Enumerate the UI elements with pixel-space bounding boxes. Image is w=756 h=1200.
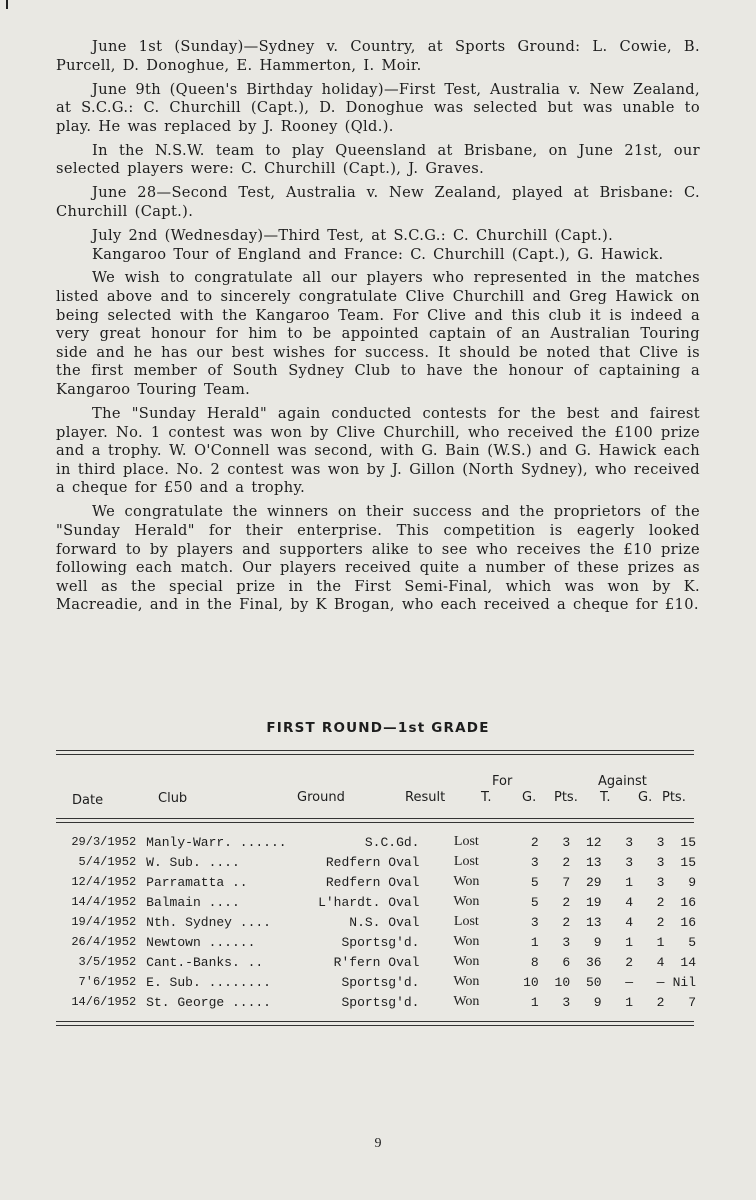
row-for-pts: 9 (593, 934, 602, 950)
row-ground: L'hardt. Oval (318, 894, 420, 910)
row-against-t: 4 (625, 914, 633, 930)
row-club: Manly-Warr. ...... (146, 834, 287, 850)
row-club: St. George ..... (146, 994, 271, 1010)
row-against-t: — (625, 974, 633, 990)
row-result: Won (453, 874, 480, 889)
header-for-pts: Pts. (554, 790, 578, 805)
row-against-g: 3 (656, 874, 665, 890)
row-ground: Sportsg'd. (341, 994, 420, 1010)
table-row (56, 872, 696, 892)
row-for-g: 2 (562, 894, 571, 910)
row-against-t: 2 (625, 954, 633, 970)
row-ground: S.C.Gd. (364, 834, 420, 850)
row-for-pts: 9 (593, 994, 602, 1010)
row-against-pts: 14 (680, 954, 696, 970)
row-result: Lost (453, 914, 479, 929)
row-for-t: 10 (523, 974, 539, 990)
row-date: 26/4/1952 (71, 935, 137, 949)
row-for-g: 6 (562, 954, 571, 970)
row-for-t: 8 (530, 954, 539, 970)
row-date: 3/5/1952 (78, 955, 137, 969)
row-club: Parramatta .. (146, 874, 248, 890)
row-result: Won (453, 934, 480, 949)
page-number: 9 (374, 1136, 382, 1151)
row-date: 29/3/1952 (71, 835, 137, 849)
table-row (56, 852, 696, 872)
row-against-pts: 16 (680, 894, 696, 910)
row-against-pts: 16 (680, 914, 696, 930)
row-against-g: — (656, 974, 665, 990)
body-text (56, 38, 700, 620)
row-date: 14/6/1952 (71, 995, 137, 1009)
row-for-g: 3 (562, 934, 571, 950)
divider (56, 750, 694, 751)
row-club: Newtown ...... (146, 934, 256, 950)
row-for-pts: 13 (585, 914, 602, 930)
row-club: Nth. Sydney .... (146, 914, 271, 930)
paragraph: We congratulate the winners on their success and the proprietors of the "Sunday Herald" for their enterprise. This competition is eagerly looked forward to by players and supporters alike to see who receives the £10 prize following each match. Our players received quite a number of these prizes as well as the special prize in the First Semi-Final, which was won by K. Macreadie, and in the Final, by K Brogan, who each received a cheque for £10. (56, 503, 700, 614)
paragraph: We wish to congratulate all our players who represented in the matches listed above and to sincerely congratulate Clive Churchill and Greg Hawick on being selected with the Kangaroo Team. For Clive and this club it is indeed a very great honour for him to be appointed captain of an Australian Touring side and he has our best wishes for success. It should be noted that Clive is the first member of South Sydney Club to have the honour of captaining a Kangaroo Touring Team. (56, 269, 700, 399)
row-for-pts: 13 (585, 854, 602, 870)
row-result: Lost (453, 834, 479, 849)
header-result: Result (405, 790, 446, 805)
table-title: FIRST ROUND—1st GRADE (266, 720, 490, 736)
row-ground: Sportsg'd. (341, 934, 420, 950)
divider (56, 822, 694, 823)
row-against-t: 3 (625, 834, 633, 850)
row-club: E. Sub. ........ (146, 974, 271, 990)
row-against-pts: 7 (688, 994, 696, 1010)
row-date: 14/4/1952 (71, 895, 137, 909)
row-club: W. Sub. .... (146, 854, 240, 870)
row-against-pts: 15 (680, 834, 696, 850)
paragraph: July 2nd (Wednesday)—Third Test, at S.C.G.: C. Churchill (Capt.). (92, 226, 614, 244)
divider (56, 818, 694, 819)
row-date: 19/4/1952 (71, 915, 137, 929)
header-against-g: G. (638, 790, 653, 805)
row-against-pts: 9 (688, 874, 696, 890)
row-for-t: 5 (530, 894, 539, 910)
row-result: Won (453, 974, 480, 989)
paragraph: The "Sunday Herald" again conducted contests for the best and fairest player. No. 1 contest was won by Clive Churchill, who received the £100 prize and a trophy. W. O'Connell was second, with G. Bain (W.S.) and G. Hawick each in third place. No. 2 contest was won by J. Gillon (North Sydney), who received a cheque for £50 and a trophy. (56, 405, 700, 497)
row-result: Won (453, 894, 480, 909)
row-against-g: 2 (656, 994, 665, 1010)
paragraph: Kangaroo Tour of England and France: C. Churchill (Capt.), G. Hawick. (92, 245, 664, 263)
paragraph: June 9th (Queen's Birthday holiday)—First Test, Australia v. New Zealand, at S.C.G.: C. Churchill (Capt.), D. Donoghue was selected but was unable to play. He was replaced by J. Rooney (Qld.). (56, 80, 700, 135)
paragraph: In the N.S.W. team to play Queensland at Brisbane, on June 21st, our selected players were: C. Churchill (Capt.), J. Graves. (56, 141, 700, 178)
row-ground: N.S. Oval (349, 914, 420, 930)
header-against-pts: Pts. (662, 790, 686, 805)
row-for-g: 2 (562, 914, 571, 930)
header-date: Date (72, 793, 104, 808)
header-group-for: For (492, 774, 513, 789)
row-date: 7'6/1952 (78, 975, 137, 989)
row-for-t: 1 (530, 994, 539, 1010)
row-for-g: 2 (562, 854, 571, 870)
header-against-t: T. (600, 790, 611, 805)
row-against-g: 2 (656, 894, 665, 910)
row-ground: Redfern Oval (325, 874, 420, 890)
header-for-t: T. (481, 790, 492, 805)
row-ground: Redfern Oval (325, 854, 420, 870)
row-club: Balmain .... (146, 894, 240, 910)
row-against-g: 3 (656, 834, 665, 850)
row-date: 12/4/1952 (71, 875, 137, 889)
header-for-g: G. (522, 790, 537, 805)
row-for-t: 5 (530, 874, 539, 890)
header-group-against: Against (598, 774, 647, 789)
table-row (56, 832, 696, 852)
row-against-t: 3 (625, 854, 633, 870)
row-against-g: 1 (656, 934, 665, 950)
paragraph: June 1st (Sunday)—Sydney v. Country, at Sports Ground: L. Cowie, B. Purcell, D. Donoghue, E. Hammerton, I. Moir. (56, 38, 700, 74)
row-against-pts: 15 (680, 854, 696, 870)
row-against-t: 1 (625, 874, 633, 890)
row-ground: R'fern Oval (333, 954, 420, 970)
table-row (56, 952, 696, 972)
row-for-pts: 12 (585, 834, 602, 850)
divider (56, 1021, 694, 1022)
row-against-t: 4 (625, 894, 633, 910)
row-against-pts: 5 (688, 934, 696, 950)
row-result: Won (453, 994, 480, 1009)
row-for-pts: 19 (585, 894, 602, 910)
row-against-t: 1 (625, 934, 633, 950)
row-against-g: 3 (656, 854, 665, 870)
row-for-t: 2 (530, 834, 539, 850)
row-for-g: 10 (554, 974, 571, 990)
row-for-t: 1 (530, 934, 539, 950)
row-for-t: 3 (530, 854, 539, 870)
table-row (56, 972, 696, 992)
row-for-pts: 29 (585, 874, 602, 890)
row-for-pts: 50 (585, 974, 602, 990)
row-for-g: 3 (562, 834, 571, 850)
row-ground: Sportsg'd. (341, 974, 420, 990)
row-against-g: 4 (656, 954, 665, 970)
row-against-pts: Nil (672, 974, 696, 990)
row-for-g: 7 (562, 874, 571, 890)
row-result: Won (453, 954, 480, 969)
table-row (56, 912, 696, 932)
row-result: Lost (453, 854, 479, 869)
row-for-pts: 36 (585, 954, 602, 970)
row-against-g: 2 (656, 914, 665, 930)
results-table (56, 832, 696, 1012)
divider (56, 754, 694, 755)
header-club: Club (158, 791, 188, 806)
row-for-t: 3 (530, 914, 539, 930)
row-club: Cant.-Banks. .. (146, 954, 264, 970)
table-row (56, 992, 696, 1012)
row-date: 5/4/1952 (78, 855, 137, 869)
divider (56, 1025, 694, 1026)
row-against-t: 1 (625, 994, 633, 1010)
header-ground: Ground (297, 790, 345, 805)
table-row (56, 892, 696, 912)
row-for-g: 3 (562, 994, 571, 1010)
paragraph: June 28—Second Test, Australia v. New Zealand, played at Brisbane: C. Churchill (Capt.). (56, 184, 700, 220)
scan-mark (6, 0, 8, 9)
table-row (56, 932, 696, 952)
